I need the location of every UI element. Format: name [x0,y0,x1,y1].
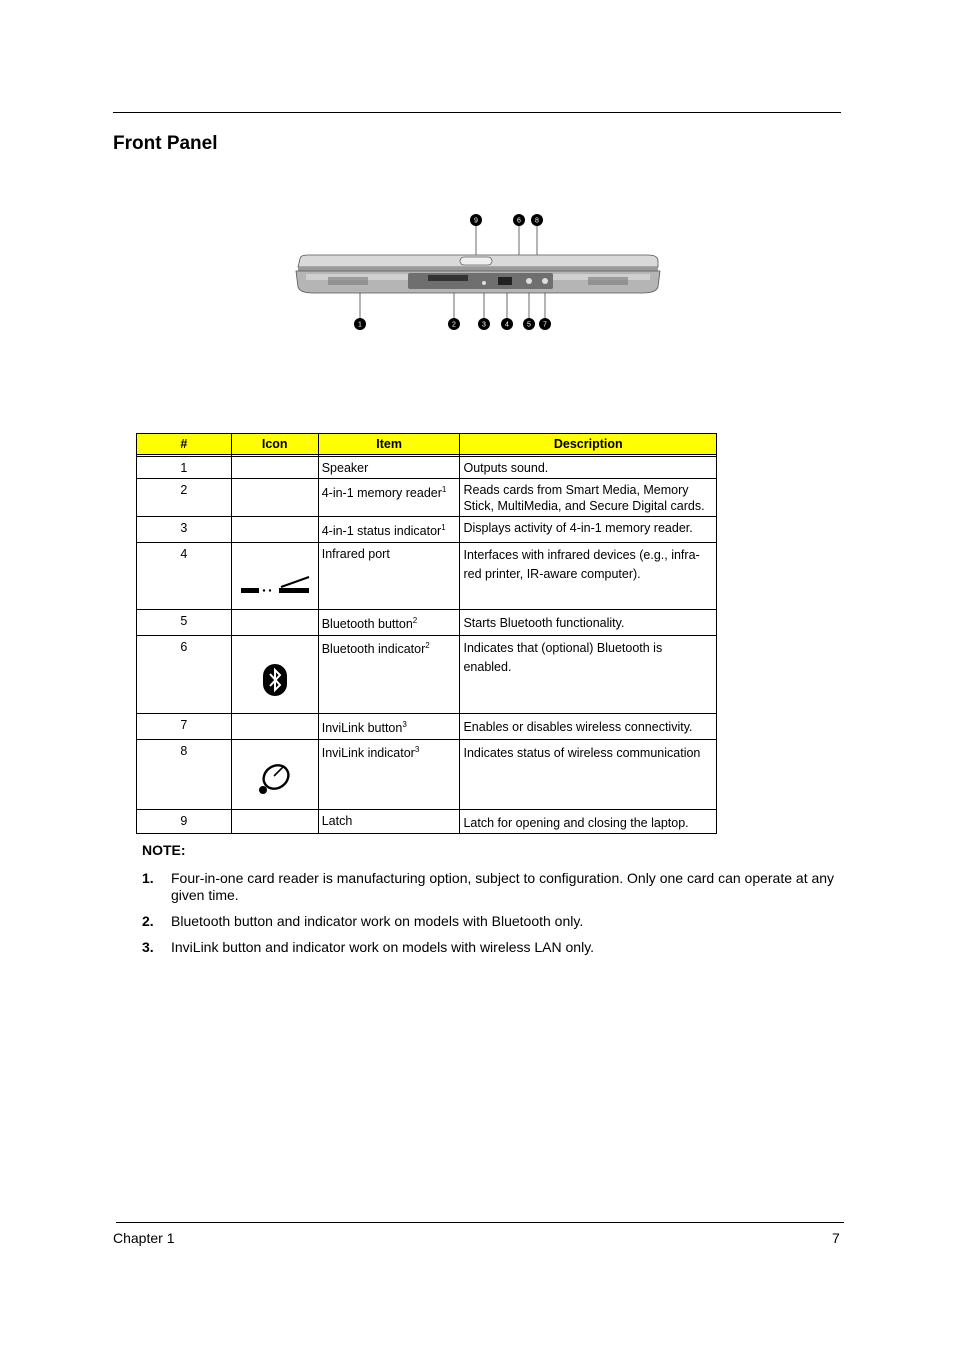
row-description: Latch for opening and closing the laptop. [460,810,717,834]
note-text: Four-in-one card reader is manufacturing option, subject to configuration. Only one card can operate at any given time. [171,870,835,903]
row-description: Enables or disables wireless connectivity. [460,714,717,740]
note-text: Bluetooth button and indicator work on models with Bluetooth only. [171,913,584,929]
row-item: 4-in-1 status indicator$^1$ [318,517,460,543]
page-title: Front Panel [113,133,218,154]
wireless-icon [257,762,293,796]
table-row [137,543,717,610]
callout-top-2: 6 [517,217,521,225]
row-item: InviLink indicator$^3$ [318,740,460,810]
header-icon: Icon [231,434,318,455]
callout-bottom-4: 4 [505,321,509,329]
footer-chapter: Chapter 1 [113,1230,175,1246]
row-description: Starts Bluetooth functionality. [460,610,717,636]
top-rule [113,112,841,113]
note-list [142,870,842,965]
note-heading: NOTE: [142,842,186,858]
row-number: 5 [137,610,232,636]
callout-bottom-3: 3 [482,321,486,329]
row-description: Indicates status of wireless communication [460,740,717,810]
row-item: Bluetooth indicator$^2$ [318,636,460,714]
row-item: Bluetooth button$^2$ [318,610,460,636]
row-icon-cell [231,610,318,636]
row-item: Latch [318,810,460,834]
row-description: Interfaces with infrared devices (e.g., infra-red printer, IR-aware computer). [460,543,717,610]
row-icon-cell [231,457,318,479]
row-number: 2 [137,479,232,517]
note-number: 1. [142,870,154,886]
row-item: Speaker [318,457,460,479]
row-number: 8 [137,740,232,810]
row-number: 7 [137,714,232,740]
row-icon-cell [231,636,318,714]
table-row [137,457,717,479]
table-row [137,517,717,543]
note-item [142,939,842,956]
bottom-rule [116,1222,844,1223]
row-icon-cell [231,714,318,740]
table-header-row [137,434,717,455]
row-icon-cell [231,517,318,543]
row-icon-cell [231,479,318,517]
callout-top-1: 9 [474,217,478,225]
row-number: 1 [137,457,232,479]
row-number: 3 [137,517,232,543]
table-row [137,479,717,517]
callout-top-3: 8 [535,217,539,225]
bluetooth-icon [262,663,288,697]
header-number: # [137,434,232,455]
row-item: InviLink button$^3$ [318,714,460,740]
row-number: 4 [137,543,232,610]
row-description: Outputs sound. [460,457,717,479]
laptop-front-panel-figure [288,205,668,340]
table-row [137,810,717,834]
row-description: Displays activity of 4-in-1 memory reader. [460,517,717,543]
note-number: 2. [142,913,154,929]
note-number: 3. [142,939,154,955]
row-icon-cell [231,810,318,834]
front-panel-table [136,433,717,834]
row-icon-cell [231,543,318,610]
footer-page-number: 7 [832,1230,840,1246]
note-item [142,870,842,904]
row-number: 6 [137,636,232,714]
callout-bottom-1: 1 [358,321,362,329]
note-text: InviLink button and indicator work on models with wireless LAN only. [171,939,595,955]
table-row [137,714,717,740]
row-description: Reads cards from Smart Media, Memory Stick, MultiMedia, and Secure Digital cards. [460,479,717,517]
row-icon-cell [231,740,318,810]
callout-bottom-6: 7 [543,321,547,329]
header-description: Description [460,434,717,455]
table-row [137,610,717,636]
callout-bottom-5: 5 [527,321,531,329]
table-row [137,636,717,714]
row-item: Infrared port [318,543,460,610]
header-item: Item [318,434,460,455]
infrared-icon [239,575,311,597]
row-number: 9 [137,810,232,834]
table-row [137,740,717,810]
note-item [142,913,842,930]
row-item: 4-in-1 memory reader$^1$ [318,479,460,517]
row-description: Indicates that (optional) Bluetooth is enabled. [460,636,717,714]
callout-bottom-2: 2 [452,321,456,329]
